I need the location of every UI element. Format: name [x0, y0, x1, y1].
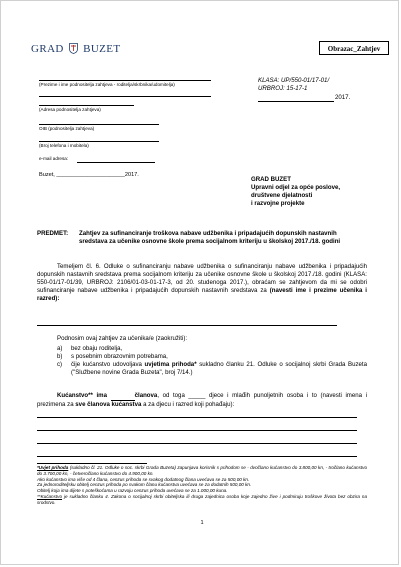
household-member-line-1[interactable]: [37, 417, 357, 418]
option-a-letter: a): [57, 345, 63, 352]
household-tail: a za djecu i razred koji pohađaju):: [143, 400, 235, 408]
option-b-text: s posebnim obrazovnim potrebama,: [71, 352, 168, 360]
household-paragraph: [37, 392, 367, 409]
option-b[interactable]: [57, 353, 367, 361]
applicant-address-label: (Adresa podnositelja zahtjeva): [39, 107, 101, 112]
recipient-line-4: i razvojne projekte: [251, 199, 305, 207]
option-c-body: [71, 361, 367, 377]
footnotes: [37, 465, 367, 506]
applicant-phone-label: (Broj telefona i mobitela): [39, 143, 89, 148]
urbroj-ref: URBROJ: 15-17-1: [258, 85, 308, 92]
footnote-1-text: (sukladno čl. 21. Odluke o soc. skrbi Grada Buzeta) zapunjava korisnik s prihodom se - dvočlano kućanstvo do 3.800,00 kn, - tročlano kućanstvo do 3.700,00 kn, - četveročlano kućanstvo do 4.900,00 kn.: [37, 465, 367, 476]
intro-emphasis: (navesti ime i prezime učenika i razred):: [37, 286, 367, 302]
intro-paragraph: [37, 263, 367, 303]
crest-icon: [69, 43, 78, 57]
recipient-line-1: GRAD BUZET: [251, 176, 291, 183]
date-suffix: 2017.: [335, 94, 351, 101]
option-c-emphasis: uvjetima prihoda*: [144, 360, 197, 368]
applicant-phone-line[interactable]: [39, 141, 159, 142]
conditions-intro: Podnosim ovaj zahtjev za učenika/e (zaokružiti):: [57, 335, 188, 342]
recipient-line-2: Upravni odjel za opće poslove,: [251, 183, 341, 191]
option-c-text-after: sukladno članku 21. Odluke o socijalnoj skrbi Grada Buzeta ("Službene novine Grada Buzeta", broj 7/14.): [71, 360, 367, 376]
applicant-address-line-2[interactable]: [39, 105, 134, 106]
subject-label: PREDMET:: [37, 230, 69, 237]
recipient-block: [251, 176, 391, 208]
household-lead: Kućanstvo** ima: [57, 392, 107, 399]
household-member-line-3[interactable]: [37, 443, 357, 444]
footnote-5: [37, 494, 367, 506]
logo: [31, 43, 131, 59]
applicant-email-line[interactable]: [77, 162, 155, 163]
date-line[interactable]: [258, 101, 334, 102]
option-c-text-before: čije kućanstvo udovoljava: [71, 360, 142, 368]
logo-text-right: BUZET: [83, 43, 121, 55]
footnote-5-text: je sukladno članku 4. Zakona o socijalnoj skrbi obiteljska ili druga zajednica osoba koje zajedno žive i podmiruju troškove života bez obzira na srodstvo.: [37, 493, 367, 505]
logo-text-left: GRAD: [31, 43, 64, 55]
option-b-letter: b): [57, 352, 63, 360]
applicant-oib-label: OIB (podnositelja zahtjeva): [39, 126, 95, 131]
footnote-4: Obitelj koja ima dijete s poteškoćama u razvoju cenzus prihoda uvećava se za 1.000,00 kuna.: [37, 488, 228, 494]
subject-text: Zahtjev za sufinanciranje troškova nabave udžbenika i pripadajućih dopunskih nastavnih sredstava za učenike osnovne škole prema socijalnom kriteriju u školskoj 2017./18. godini: [79, 230, 341, 245]
household-emphasis: sve članova kućanstva: [75, 400, 142, 408]
klasa-ref: KLASA: UP/550-01/17-01/: [258, 77, 330, 84]
applicant-name-label: (Prezime i ime podnositelja zahtjeva - roditelja/skrbnika/udomitelja): [39, 82, 175, 87]
household-count-blank[interactable]: [111, 392, 135, 401]
intro-text: Temeljem čl. 6. Odluke o sufinanciranju nabave udžbenika o sufinanciranju nabave udžbenika i pripadajućih dopunskih nastavnih sredstava prema socijalnom kriteriju za učenike osnovne škole u školskoj 2017./18. godini (KLASA: 550-01/17-01/39, URBROJ: 2106/01-03-01-17-3, od 20. studenoga 2017.), obraćam se zahtjevom da mi se odobri sufinanciranje nabave udžbenika i pripadajućih dopunskih nastavnih sredstava za: [37, 263, 367, 294]
student-name-line[interactable]: [37, 325, 337, 326]
option-c[interactable]: [57, 361, 367, 377]
applicant-name-line[interactable]: [39, 80, 211, 81]
applicant-oib-line[interactable]: [39, 124, 159, 125]
household-members: članova: [134, 392, 158, 399]
footnote-2: Ako kućanstvo ima više od 4 člana, cenzus prihoda se svakog dodatnog člana uvećava se za 500,00 kn.: [37, 476, 250, 482]
footnote-separator: [37, 463, 147, 464]
footnote-1-label: *Uvjet prihoda: [37, 465, 69, 470]
footnote-5-label: **Kućanstvo: [37, 493, 63, 499]
option-c-letter: c): [57, 360, 63, 368]
applicant-address-line-1[interactable]: [39, 96, 211, 97]
recipient-line-3: društvene djelatnosti: [251, 191, 313, 199]
option-a-text: bez obaju roditelja,: [71, 345, 123, 352]
conditions-options: [57, 345, 367, 377]
form-code-box: Obrazac_Zahtjev: [319, 41, 389, 55]
page-number: 1: [200, 520, 204, 526]
household-middle: , od toga _____ djece i mlađih punoljetnih osoba i to (navesti imena i prezimena za: [37, 392, 368, 408]
footnote-1: [37, 465, 367, 477]
household-member-line-2[interactable]: [37, 430, 357, 431]
household-member-line-4[interactable]: [37, 456, 357, 457]
option-a[interactable]: [57, 345, 367, 353]
place-date: Buzet, ______________________2017.: [39, 172, 139, 178]
footnote-3: Za jednoroditeljsku obitelj cenzus prihoda po svakom članu kućanstva uvećava se za dodatnih 500,00 kn.: [37, 482, 252, 488]
applicant-email-label: e-mail adresa:: [39, 156, 69, 161]
